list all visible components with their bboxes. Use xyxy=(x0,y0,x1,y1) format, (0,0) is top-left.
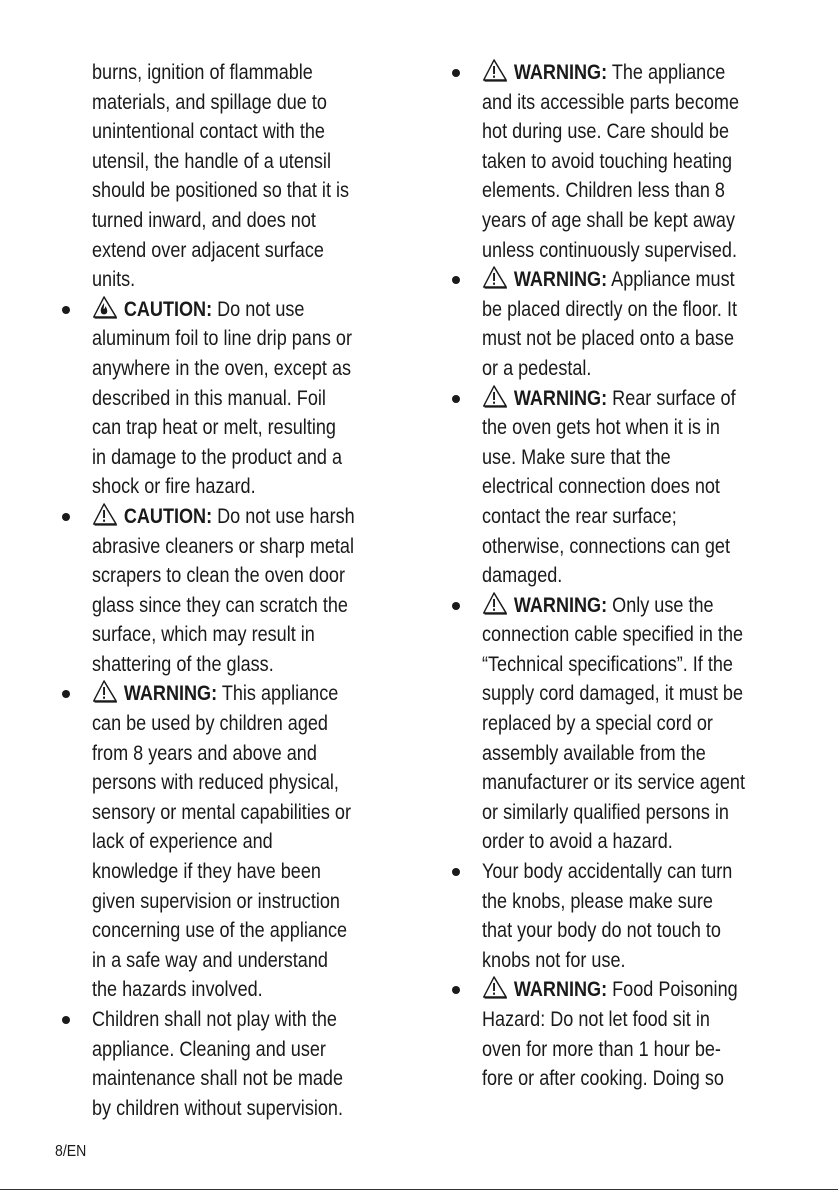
page-number: 8/EN xyxy=(55,1143,87,1160)
paragraph-text xyxy=(92,502,436,680)
warning-triangle-icon xyxy=(482,265,511,289)
bullet-dot xyxy=(452,986,460,994)
paragraph-text xyxy=(482,975,826,1093)
right-column xyxy=(450,58,800,1094)
bullet-dot xyxy=(62,690,70,698)
bullet-item xyxy=(450,58,800,265)
hazard-label: WARNING: xyxy=(513,61,608,84)
paragraph-text xyxy=(482,857,826,975)
warning-triangle-icon xyxy=(482,384,511,408)
first-line xyxy=(482,265,826,295)
bullet-item xyxy=(450,265,800,383)
first-line-text: Rear surface of xyxy=(612,386,736,410)
right-bullet-list xyxy=(450,58,800,1094)
text-line: surface, which may result in xyxy=(92,623,315,647)
text-line: burns, ignition of flammable xyxy=(92,61,313,84)
bullet-item xyxy=(450,975,800,1093)
text-line: must not be placed onto a base xyxy=(482,327,735,351)
hazard-label: WARNING: xyxy=(513,978,608,1002)
bullet-item xyxy=(450,857,800,975)
text-line: anywhere in the oven, except as xyxy=(92,356,352,380)
first-line xyxy=(482,857,826,887)
first-line xyxy=(92,1005,436,1035)
first-line xyxy=(482,384,826,414)
first-line-text: Children shall not play with the xyxy=(92,1008,337,1031)
text-line: elements. Children less than 8 xyxy=(482,179,725,203)
text-line: use. Make sure that the xyxy=(482,445,671,469)
text-line: can trap heat or melt, resulting xyxy=(92,416,336,440)
fire-warning-icon xyxy=(92,295,121,319)
bottom-rule xyxy=(0,1189,838,1190)
text-line: “Technical specifications”. If the xyxy=(482,652,733,676)
text-line: turned inward, and does not xyxy=(92,208,316,232)
hazard-label: CAUTION: xyxy=(123,297,213,321)
text-line: unintentional contact with the xyxy=(92,120,325,144)
warning-triangle-icon xyxy=(482,58,511,82)
text-line: described in this manual. Foil xyxy=(92,386,326,410)
text-line: from 8 years and above and xyxy=(92,741,317,765)
first-line xyxy=(92,679,436,709)
text-line: appliance. Cleaning and user xyxy=(92,1037,326,1061)
bullet-item xyxy=(60,502,405,680)
text-line: damaged. xyxy=(482,564,563,588)
hazard-label: WARNING: xyxy=(513,593,608,617)
first-line xyxy=(482,975,826,1005)
text-line: taken to avoid touching heating xyxy=(482,149,733,173)
paragraph-text xyxy=(482,591,826,857)
paragraph-text xyxy=(482,265,826,383)
text-line: in damage to the product and a xyxy=(92,445,343,469)
paragraph-text xyxy=(482,384,826,591)
bullet-item xyxy=(60,1005,405,1123)
paragraph-text xyxy=(482,58,826,265)
bullet-dot xyxy=(62,513,70,521)
bullet-item xyxy=(450,591,800,857)
bullet-item xyxy=(450,384,800,591)
first-line-text: This appliance xyxy=(221,682,339,706)
text-line: order to avoid a hazard. xyxy=(482,830,673,854)
text-line: materials, and spillage due to xyxy=(92,90,327,114)
paragraph-text xyxy=(92,58,436,295)
text-line: given supervision or instruction xyxy=(92,889,340,913)
text-line: or a pedestal. xyxy=(482,356,592,380)
first-line-text: Your body accidentally can turn xyxy=(482,860,733,884)
text-line: shock or fire hazard. xyxy=(92,475,256,499)
first-line xyxy=(482,58,826,88)
text-line: shattering of the glass. xyxy=(92,652,274,676)
continued-paragraph xyxy=(60,58,405,295)
text-line: sensory or mental capabilities or xyxy=(92,800,351,824)
text-line: should be positioned so that it is xyxy=(92,179,350,203)
text-line: utensil, the handle of a utensil xyxy=(92,149,331,173)
first-line-text: Appliance must xyxy=(611,268,735,292)
text-line: electrical connection does not xyxy=(482,475,720,499)
paragraph-text xyxy=(92,1005,436,1123)
text-line: glass since they can scratch the xyxy=(92,593,348,617)
left-bullet-list xyxy=(60,295,405,1124)
text-line: the hazards involved. xyxy=(92,978,263,1002)
paragraph-text xyxy=(92,295,436,502)
text-line: persons with reduced physical, xyxy=(92,771,339,795)
bullet-dot xyxy=(62,1016,70,1024)
text-line: be placed directly on the floor. It xyxy=(482,297,738,321)
text-line: knobs not for use. xyxy=(482,948,626,972)
hazard-label: WARNING: xyxy=(123,682,218,706)
hazard-label: CAUTION: xyxy=(123,504,213,528)
first-line-text: Do not use harsh xyxy=(217,504,355,528)
paragraph-text xyxy=(92,679,436,1005)
hazard-label: WARNING: xyxy=(513,268,608,292)
first-line-text: The appliance xyxy=(611,61,726,84)
warning-triangle-icon xyxy=(482,975,511,999)
text-line: supply cord damaged, it must be xyxy=(482,682,744,706)
text-line: scrapers to clean the oven door xyxy=(92,564,346,588)
bullet-item xyxy=(60,295,405,502)
text-line: and its accessible parts become xyxy=(482,90,739,114)
text-line: or similarly qualified persons in xyxy=(482,800,729,824)
text-line: concerning use of the appliance xyxy=(92,919,348,943)
first-line-text: Only use the xyxy=(612,593,714,617)
text-line: years of age shall be kept away xyxy=(482,208,736,232)
bullet-dot xyxy=(452,69,460,77)
text-line: assembly available from the xyxy=(482,741,706,765)
text-line: by children without supervision. xyxy=(92,1096,343,1120)
text-line: connection cable specified in the xyxy=(482,623,744,647)
text-line: lack of experience and xyxy=(92,830,273,854)
text-line: Hazard: Do not let food sit in xyxy=(482,1008,710,1031)
text-line: manufacturer or its service agent xyxy=(482,771,745,795)
bullet-dot xyxy=(452,602,460,610)
text-line: aluminum foil to line drip pans or xyxy=(92,327,353,351)
first-line xyxy=(482,591,826,621)
text-line: contact the rear surface; xyxy=(482,504,677,528)
text-line: abrasive cleaners or sharp metal xyxy=(92,534,355,558)
text-line: extend over adjacent surface xyxy=(92,238,324,262)
bullet-dot xyxy=(62,306,70,314)
first-line-text: Do not use xyxy=(217,297,305,321)
warning-triangle-icon xyxy=(92,679,121,703)
bullet-item xyxy=(60,679,405,1005)
left-column xyxy=(60,58,405,1123)
text-line: knowledge if they have been xyxy=(92,860,321,884)
text-line: the oven gets hot when it is in xyxy=(482,416,720,440)
warning-triangle-icon xyxy=(482,591,511,615)
text-line: hot during use. Care should be xyxy=(482,120,729,144)
hazard-label: WARNING: xyxy=(513,386,608,410)
text-line: in a safe way and understand xyxy=(92,948,328,972)
first-line-text: Food Poisoning xyxy=(612,978,738,1002)
text-line: otherwise, connections can get xyxy=(482,534,730,558)
first-line xyxy=(92,295,436,325)
text-line: oven for more than 1 hour be- xyxy=(482,1037,721,1061)
text-line: the knobs, please make sure xyxy=(482,889,713,913)
first-line xyxy=(92,502,436,532)
warning-triangle-icon xyxy=(92,502,121,526)
text-line: maintenance shall not be made xyxy=(92,1067,343,1091)
text-line: unless continuously supervised. xyxy=(482,238,738,262)
bullet-dot xyxy=(452,395,460,403)
bullet-dot xyxy=(452,868,460,876)
text-line: units. xyxy=(92,268,136,292)
bullet-dot xyxy=(452,276,460,284)
text-line: fore or after cooking. Doing so xyxy=(482,1067,724,1091)
text-line: that your body do not touch to xyxy=(482,919,721,943)
text-line: replaced by a special cord or xyxy=(482,712,713,736)
text-line: can be used by children aged xyxy=(92,712,328,736)
